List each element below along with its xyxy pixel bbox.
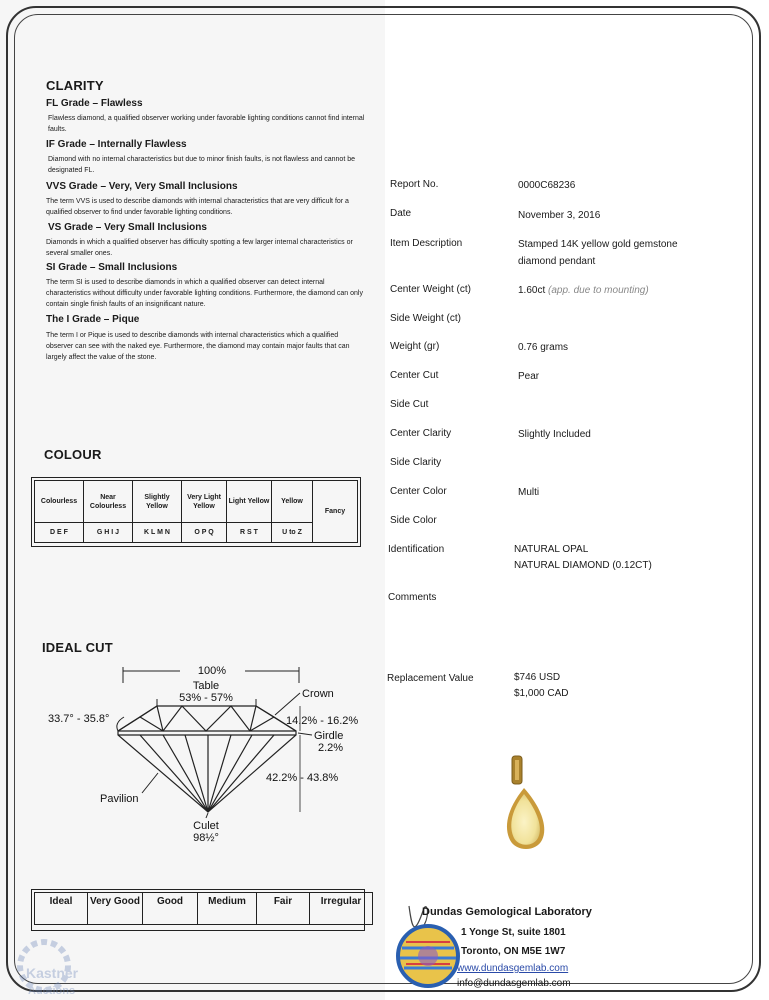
- value-report-no: 0000C68236: [518, 180, 576, 191]
- cut-grade-cell: Good: [143, 893, 198, 925]
- diagram-table-range: 53% - 57%: [179, 692, 233, 704]
- colour-col-grades: O P Q: [182, 523, 227, 543]
- lab-email[interactable]: info@dundasgemlab.com: [457, 978, 571, 989]
- label-identification: Identification: [388, 544, 445, 555]
- colour-col-grades: D E F: [35, 523, 84, 543]
- label-item-description: Item Description: [390, 238, 463, 249]
- cut-grade-cell: Fair: [257, 893, 310, 925]
- ideal-cut-title: IDEAL CUT: [42, 640, 113, 655]
- colour-col-name: Near Colourless: [84, 481, 133, 523]
- label-side-clarity: Side Clarity: [390, 457, 442, 468]
- colour-col-grades: U to Z: [272, 523, 313, 543]
- diagram-girdle-label: Girdle: [314, 730, 344, 742]
- label-side-color: Side Color: [390, 515, 437, 526]
- colour-col-name: Colourless: [35, 481, 84, 523]
- value-replacement-usd: $746 USD: [514, 672, 561, 683]
- value-identification-2: NATURAL DIAMOND (0.12CT): [514, 560, 652, 571]
- diagram-culet-value: 98½°: [193, 832, 219, 844]
- value-replacement-cad: $1,000 CAD: [514, 688, 569, 699]
- colour-col-name: Very Light Yellow: [182, 481, 227, 523]
- center-weight-note: (app. due to mounting): [548, 285, 649, 296]
- value-center-cut: Pear: [518, 371, 540, 382]
- diagram-table-label: Table: [192, 680, 220, 692]
- clarity-grade-text: The term VVS is used to describe diamonds with internal characteristics that are very difficult for a qualified observer to find under favorable lighting conditions.: [46, 198, 349, 216]
- diagram-pavilion-label: Pavilion: [100, 793, 139, 805]
- cut-grade-table: [34, 892, 373, 925]
- cut-grade-cell: Very Good: [88, 893, 143, 925]
- label-date: Date: [390, 208, 412, 219]
- diagram-culet-label: Culet: [193, 820, 219, 832]
- label-side-cut: Side Cut: [390, 399, 429, 410]
- clarity-grade-heading: The I Grade – Pique: [46, 314, 140, 325]
- colour-col-grades: R S T: [227, 523, 272, 543]
- value-date: November 3, 2016: [518, 210, 601, 221]
- clarity-grade-heading: VS Grade – Very Small Inclusions: [48, 222, 207, 233]
- value-weight-gr: 0.76 grams: [518, 342, 569, 353]
- value-item-description: Stamped 14K yellow gold gemstone diamond pendant: [518, 239, 678, 267]
- clarity-grade-text: The term SI is used to describe diamonds in which a qualified observer can detect internal characteristics without difficulty under favorable lighting conditions. Furthermore, the diamond can only contain single finish faults of an insignificant nature.: [46, 279, 363, 308]
- label-center-weight: Center Weight (ct): [390, 284, 471, 295]
- colour-scale-table: [34, 480, 358, 543]
- clarity-grade-text: The term I or Pique is used to describe diamonds with internal characteristics which a qualified observer can see with the naked eye. Furthermore, the diamond may contain major faults that can largely affect the value of the stone.: [46, 332, 350, 361]
- value-identification: NATURAL OPAL: [514, 544, 589, 555]
- label-center-color: Center Color: [390, 486, 447, 497]
- label-comments: Comments: [388, 592, 437, 603]
- value-center-color: Multi: [518, 487, 540, 498]
- clarity-title: CLARITY: [46, 78, 104, 93]
- colour-col-name: Slightly Yellow: [133, 481, 182, 523]
- clarity-grade-heading: VVS Grade – Very, Very Small Inclusions: [46, 181, 238, 192]
- diagram-pavilion-depth: 42.2% - 43.8%: [266, 772, 339, 784]
- label-report-no: Report No.: [390, 179, 439, 190]
- clarity-grade-heading: IF Grade – Internally Flawless: [46, 139, 187, 150]
- diagram-crown-height: 14.2% - 16.2%: [286, 715, 359, 727]
- diamond-shape: [118, 706, 296, 812]
- label-weight-gr: Weight (gr): [390, 341, 440, 352]
- diamond-proportions-diagram: [30, 655, 360, 855]
- diagram-width-label: 100%: [197, 665, 227, 677]
- diagram-crown-angle: 33.7° - 35.8°: [48, 713, 110, 725]
- clarity-grade-text: Flawless diamond, a qualified observer working under favorable lighting conditions cannot find internal faults.: [48, 115, 365, 133]
- cut-grade-cell: Ideal: [35, 893, 88, 925]
- colour-col-name: Fancy: [313, 481, 358, 543]
- svg-text:Kastner: Kastner: [26, 965, 79, 981]
- cut-grade-cell: Irregular: [310, 893, 373, 925]
- colour-col-grades: K L M N: [133, 523, 182, 543]
- value-center-clarity: Slightly Included: [518, 429, 591, 440]
- center-weight-value: 1.60ct: [518, 285, 546, 296]
- lab-address-1: 1 Yonge St, suite 1801: [461, 927, 566, 938]
- lab-website-link[interactable]: www.dundasgemlab.com: [457, 963, 569, 974]
- clarity-grade-text: Diamond with no internal characteristics but due to minor finish faults, is not flawless and cannot be designated FL.: [48, 156, 355, 174]
- colour-col-name: Light Yellow: [227, 481, 272, 523]
- label-center-cut: Center Cut: [390, 370, 439, 381]
- kastner-auctions-watermark: [14, 928, 94, 998]
- lab-address-2: Toronto, ON M5E 1W7: [461, 946, 566, 957]
- lab-name: Dundas Gemological Laboratory: [422, 906, 592, 918]
- clarity-grade-text: Diamonds in which a qualified observer has difficulty spotting a few larger internal characteristics or several smaller ones.: [46, 239, 353, 257]
- value-center-weight: [518, 282, 649, 299]
- pendant-photo: [496, 748, 556, 858]
- clarity-grade-heading: SI Grade – Small Inclusions: [46, 262, 178, 273]
- diagram-crown-label: Crown: [302, 688, 334, 700]
- svg-text:Auctions: Auctions: [28, 985, 76, 997]
- clarity-grade-heading: FL Grade – Flawless: [46, 98, 143, 109]
- colour-col-name: Yellow: [272, 481, 313, 523]
- label-center-clarity: Center Clarity: [390, 428, 452, 439]
- label-side-weight: Side Weight (ct): [390, 313, 461, 324]
- diagram-girdle-value: 2.2%: [318, 742, 344, 754]
- colour-title: COLOUR: [44, 447, 102, 462]
- cut-grade-cell: Medium: [198, 893, 257, 925]
- label-replacement-value: Replacement Value: [387, 673, 474, 684]
- colour-col-grades: G H I J: [84, 523, 133, 543]
